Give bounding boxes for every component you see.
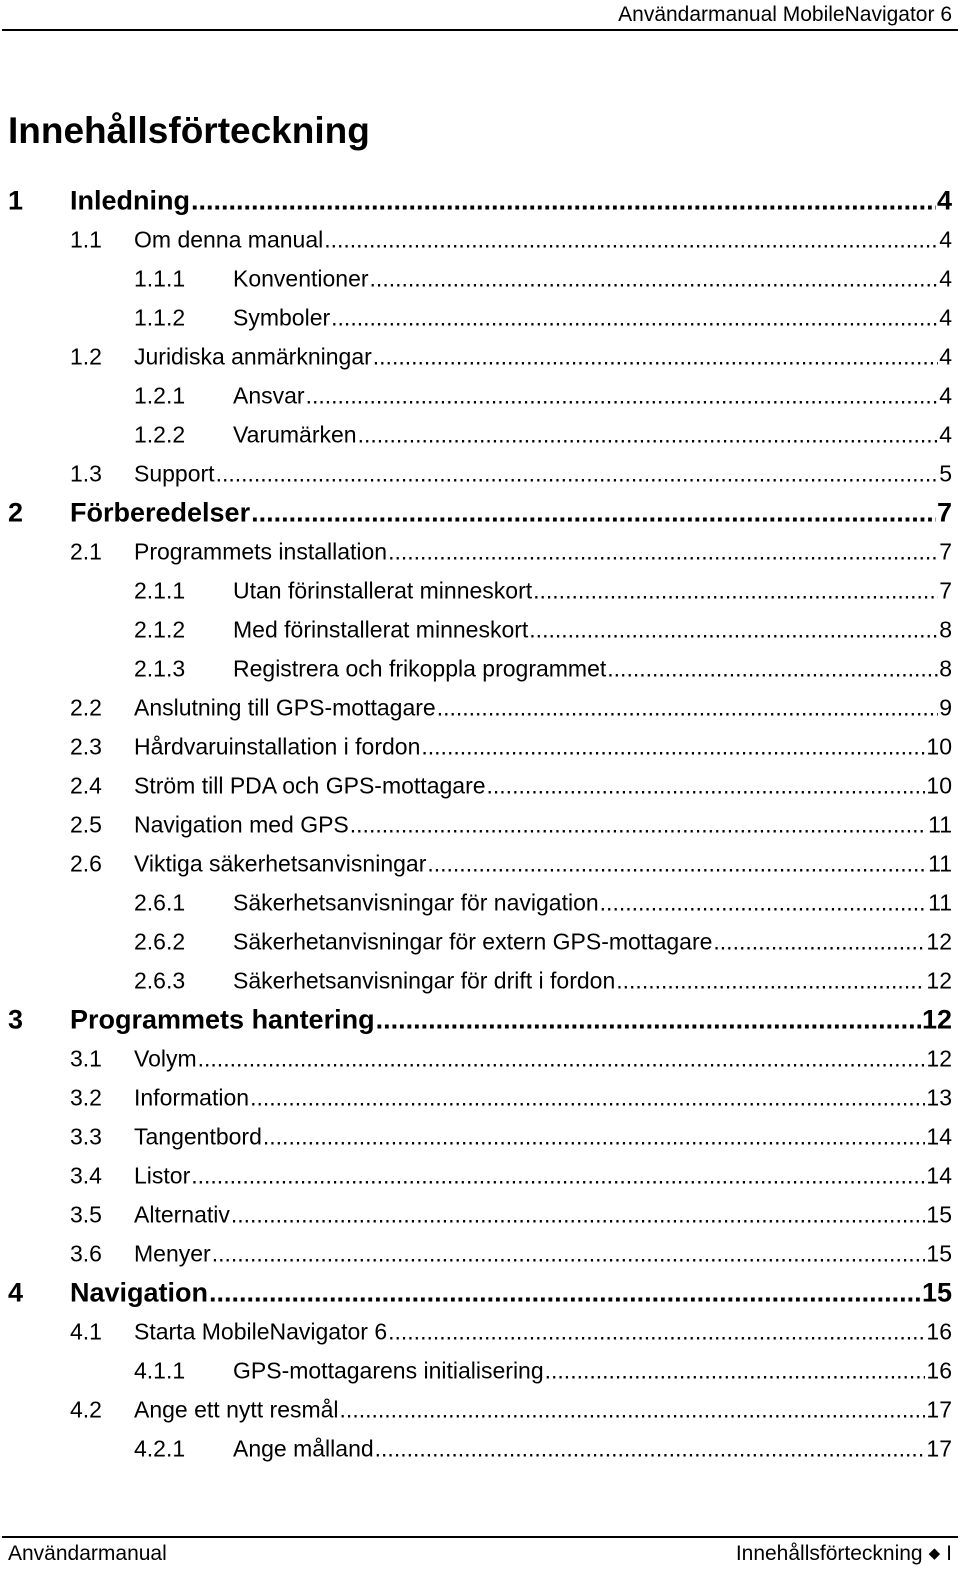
toc-entry-page: 10 [926, 733, 952, 759]
toc-entry-level-2[interactable] [0, 1312, 960, 1351]
toc-entry-level-3[interactable] [0, 259, 960, 298]
toc-entry-level-1[interactable] [0, 1000, 960, 1039]
toc-entry-line [233, 655, 952, 682]
toc-entry-title: Anslutning till GPS-mottagare [134, 694, 436, 720]
toc-entry-line [134, 1045, 952, 1072]
dot-leader [376, 1004, 921, 1035]
header-rule [2, 29, 958, 31]
toc-entry-level-3[interactable] [0, 1429, 960, 1468]
dot-leader [533, 577, 938, 604]
toc-entry-level-2[interactable] [0, 727, 960, 766]
toc-entry-level-3[interactable] [0, 298, 960, 337]
toc-entry-page: 4 [939, 226, 952, 252]
toc-entry-number: 3.3 [70, 1123, 102, 1149]
toc-entry-level-3[interactable] [0, 649, 960, 688]
toc-entry-line [233, 616, 952, 643]
toc-entry-page: 15 [926, 1201, 952, 1227]
dot-leader [388, 1318, 925, 1345]
toc-entry-number: 2.1.2 [134, 616, 186, 642]
toc-entry-title: Utan förinstallerat minneskort [233, 577, 533, 603]
footer-rule [2, 1536, 958, 1538]
toc-entry-title: Navigation [70, 1277, 209, 1307]
toc-entry-title: Ström till PDA och GPS-mottagare [134, 772, 486, 798]
toc-entry-number: 4.1.1 [134, 1357, 186, 1383]
toc-entry-line [134, 811, 952, 838]
toc-entry-level-1[interactable] [0, 1273, 960, 1312]
toc-entry-level-2[interactable] [0, 1039, 960, 1078]
toc-entry-level-2[interactable] [0, 1156, 960, 1195]
toc-entry-level-1[interactable] [0, 493, 960, 532]
toc-entry-page: 15 [926, 1240, 952, 1266]
toc-entry-number: 1.1 [70, 226, 102, 252]
toc-entry-page: 7 [939, 577, 952, 603]
toc-entry-title: Programmets hantering [70, 1004, 375, 1034]
toc-entry-title: Information [134, 1084, 250, 1110]
toc-entry-level-2[interactable] [0, 1117, 960, 1156]
toc-entry-title: Viktiga säkerhetsanvisningar [134, 850, 427, 876]
toc-entry-number: 1.1.1 [134, 265, 186, 291]
toc-entry-page: 9 [939, 694, 952, 720]
toc-entry-title: Alternativ [134, 1201, 230, 1227]
toc-entry-line [70, 1277, 952, 1308]
toc-entry-line [233, 1435, 952, 1462]
toc-entry-number: 4.2 [70, 1396, 102, 1422]
toc-entry-title: Listor [134, 1162, 191, 1188]
dot-leader [216, 460, 939, 487]
toc-entry-title: Ange ett nytt resmål [134, 1396, 339, 1422]
toc-entry-line [233, 382, 952, 409]
toc-entry-page: 16 [926, 1357, 952, 1383]
dot-leader [212, 1240, 926, 1267]
toc-entry-level-3[interactable] [0, 883, 960, 922]
toc-entry-level-3[interactable] [0, 961, 960, 1000]
toc-entry-number: 2.6.3 [134, 967, 186, 993]
toc-entry-page: 5 [939, 460, 952, 486]
toc-entry-level-2[interactable] [0, 688, 960, 727]
toc-entry-line [134, 460, 952, 487]
toc-entry-level-3[interactable] [0, 571, 960, 610]
dot-leader [263, 1123, 926, 1150]
toc-entry-line [134, 850, 952, 877]
dot-leader [529, 616, 938, 643]
toc-entry-level-2[interactable] [0, 1078, 960, 1117]
dot-leader [487, 772, 926, 799]
toc-entry-line [134, 1318, 952, 1345]
toc-entry-line [134, 343, 952, 370]
toc-entry-line [134, 538, 952, 565]
toc-entry-page: 12 [926, 967, 952, 993]
toc-entry-line [233, 265, 952, 292]
toc-entry-level-3[interactable] [0, 1351, 960, 1390]
toc-entry-number: 3.2 [70, 1084, 102, 1110]
footer-left-text: Användarmanual [8, 1542, 167, 1565]
toc-entry-line [134, 226, 952, 253]
toc-entry-line [134, 733, 952, 760]
toc-entry-line [233, 1357, 952, 1384]
dot-leader [324, 226, 938, 253]
toc-entry-line [134, 1123, 952, 1150]
dot-leader [616, 967, 925, 994]
toc-entry-title: Ange målland [233, 1435, 374, 1461]
toc-entry-title: Om denna manual [134, 226, 324, 252]
toc-entry-number: 1.2 [70, 343, 102, 369]
toc-entry-level-1[interactable] [0, 181, 960, 220]
dot-leader [331, 304, 938, 331]
dot-leader [370, 265, 939, 292]
toc-entry-number: 2.3 [70, 733, 102, 759]
toc-entry-number: 3 [8, 1004, 24, 1034]
toc-entry-line [134, 1240, 952, 1267]
toc-entry-title: Hårdvaruinstallation i fordon [134, 733, 421, 759]
toc-entry-page: 17 [926, 1396, 952, 1422]
toc-entry-page: 8 [939, 616, 952, 642]
dot-leader [545, 1357, 926, 1384]
dot-leader [250, 1084, 925, 1111]
toc-entry-line [134, 694, 952, 721]
table-of-contents [0, 181, 960, 1468]
toc-entry-level-3[interactable] [0, 610, 960, 649]
toc-entry-level-2[interactable] [0, 1390, 960, 1429]
running-header: Användarmanual MobileNavigator 6 [618, 3, 952, 26]
toc-entry-line [134, 1084, 952, 1111]
toc-entry-level-2[interactable] [0, 220, 960, 259]
toc-entry-line [134, 1396, 952, 1423]
toc-entry-level-2[interactable] [0, 766, 960, 805]
toc-entry-line [134, 1162, 952, 1189]
toc-entry-page: 11 [928, 889, 952, 915]
dot-leader [231, 1201, 926, 1228]
toc-entry-line [233, 421, 952, 448]
dot-leader [191, 1162, 925, 1189]
dot-leader [340, 1396, 926, 1423]
toc-entry-page: 7 [939, 538, 952, 564]
toc-entry-number: 2.5 [70, 811, 102, 837]
toc-entry-number: 2.6.2 [134, 928, 186, 954]
toc-entry-title: Säkerhetanvisningar för extern GPS-mottagare [233, 928, 713, 954]
dot-leader [191, 185, 936, 216]
toc-entry-level-3[interactable] [0, 922, 960, 961]
toc-entry-level-3[interactable] [0, 415, 960, 454]
dot-leader [600, 889, 927, 916]
toc-entry-line [233, 577, 952, 604]
footer-section-name: Innehållsförteckning [735, 1542, 923, 1565]
toc-entry-title: Juridiska anmärkningar [134, 343, 372, 369]
dot-leader [373, 343, 938, 370]
toc-entry-level-2[interactable] [0, 844, 960, 883]
toc-entry-page: 4 [939, 343, 952, 369]
toc-entry-level-2[interactable] [0, 1195, 960, 1234]
dot-leader [198, 1045, 926, 1072]
toc-entry-line [233, 967, 952, 994]
toc-entry-page: 4 [936, 185, 952, 215]
toc-entry-title: Inledning [70, 185, 190, 215]
toc-entry-title: Säkerhetsanvisningar för navigation [233, 889, 599, 915]
toc-entry-number: 4.2.1 [134, 1435, 186, 1461]
toc-entry-level-2[interactable] [0, 337, 960, 376]
toc-entry-line [70, 185, 952, 216]
toc-entry-number: 2.4 [70, 772, 102, 798]
toc-entry-title: Tangentbord [134, 1123, 262, 1149]
toc-entry-number: 1.3 [70, 460, 102, 486]
toc-entry-title: Ansvar [233, 382, 305, 408]
toc-entry-page: 14 [926, 1123, 952, 1149]
toc-entry-page: 11 [928, 811, 952, 837]
toc-entry-page: 15 [921, 1277, 952, 1307]
dot-leader [713, 928, 925, 955]
toc-entry-page: 4 [939, 265, 952, 291]
toc-entry-page: 4 [939, 304, 952, 330]
toc-entry-line [70, 497, 952, 528]
toc-entry-page: 11 [928, 850, 952, 876]
toc-entry-number: 1.1.2 [134, 304, 186, 330]
toc-entry-title: GPS-mottagarens initialisering [233, 1357, 544, 1383]
toc-entry-number: 3.6 [70, 1240, 102, 1266]
toc-entry-number: 3.5 [70, 1201, 102, 1227]
dot-leader [209, 1277, 921, 1308]
toc-entry-level-2[interactable] [0, 805, 960, 844]
toc-entry-title: Varumärken [233, 421, 357, 447]
toc-entry-number: 3.4 [70, 1162, 102, 1188]
dot-leader [350, 811, 927, 838]
toc-entry-level-2[interactable] [0, 1234, 960, 1273]
toc-entry-title: Med förinstallerat minneskort [233, 616, 529, 642]
toc-entry-line [134, 1201, 952, 1228]
toc-entry-page: 17 [926, 1435, 952, 1461]
toc-entry-number: 1.2.1 [134, 382, 186, 408]
toc-entry-title: Förberedelser [70, 497, 251, 527]
toc-entry-title: Registrera och frikoppla programmet [233, 655, 607, 681]
toc-entry-title: Symboler [233, 304, 331, 330]
toc-entry-number: 4.1 [70, 1318, 102, 1344]
toc-entry-page: 12 [926, 928, 952, 954]
toc-entry-number: 2.2 [70, 694, 102, 720]
dot-leader [427, 850, 927, 877]
toc-entry-line [70, 1004, 952, 1035]
toc-entry-line [233, 304, 952, 331]
toc-entry-number: 2.1 [70, 538, 102, 564]
footer-page-number: I [946, 1542, 952, 1565]
toc-entry-number: 2.1.1 [134, 577, 186, 603]
toc-entry-title: Konventioner [233, 265, 369, 291]
dot-leader [388, 538, 938, 565]
toc-entry-page: 12 [921, 1004, 952, 1034]
toc-entry-title: Säkerhetsanvisningar för drift i fordon [233, 967, 616, 993]
toc-entry-page: 7 [936, 497, 952, 527]
dot-leader [421, 733, 925, 760]
toc-entry-page: 4 [939, 382, 952, 408]
toc-entry-number: 3.1 [70, 1045, 102, 1071]
dot-leader [437, 694, 939, 721]
dot-leader [607, 655, 938, 682]
dot-leader [375, 1435, 926, 1462]
toc-entry-line [134, 772, 952, 799]
dot-leader [251, 497, 936, 528]
toc-entry-page: 14 [926, 1162, 952, 1188]
toc-entry-title: Starta MobileNavigator 6 [134, 1318, 388, 1344]
toc-entry-number: 2.1.3 [134, 655, 186, 681]
toc-entry-page: 12 [926, 1045, 952, 1071]
toc-entry-number: 2 [8, 497, 24, 527]
toc-entry-line [233, 928, 952, 955]
toc-entry-page: 13 [926, 1084, 952, 1110]
toc-entry-line [233, 889, 952, 916]
toc-entry-title: Support [134, 460, 215, 486]
toc-entry-title: Menyer [134, 1240, 211, 1266]
toc-entry-number: 1 [8, 185, 24, 215]
toc-entry-title: Navigation med GPS [134, 811, 349, 837]
toc-entry-number: 1.2.2 [134, 421, 186, 447]
dot-leader [358, 421, 939, 448]
toc-entry-page: 4 [939, 421, 952, 447]
toc-entry-level-2[interactable] [0, 454, 960, 493]
toc-entry-level-2[interactable] [0, 532, 960, 571]
toc-entry-title: Volym [134, 1045, 197, 1071]
toc-entry-number: 2.6.1 [134, 889, 186, 915]
toc-entry-number: 4 [8, 1277, 24, 1307]
toc-entry-number: 2.6 [70, 850, 102, 876]
toc-entry-page: 8 [939, 655, 952, 681]
dot-leader [306, 382, 939, 409]
toc-entry-page: 16 [926, 1318, 952, 1344]
toc-entry-title: Programmets installation [134, 538, 388, 564]
diamond-icon: ◆ [928, 1545, 941, 1562]
toc-entry-page: 10 [926, 772, 952, 798]
toc-entry-level-3[interactable] [0, 376, 960, 415]
page-title: Innehållsförteckning [8, 110, 370, 151]
footer-right [736, 1541, 952, 1569]
